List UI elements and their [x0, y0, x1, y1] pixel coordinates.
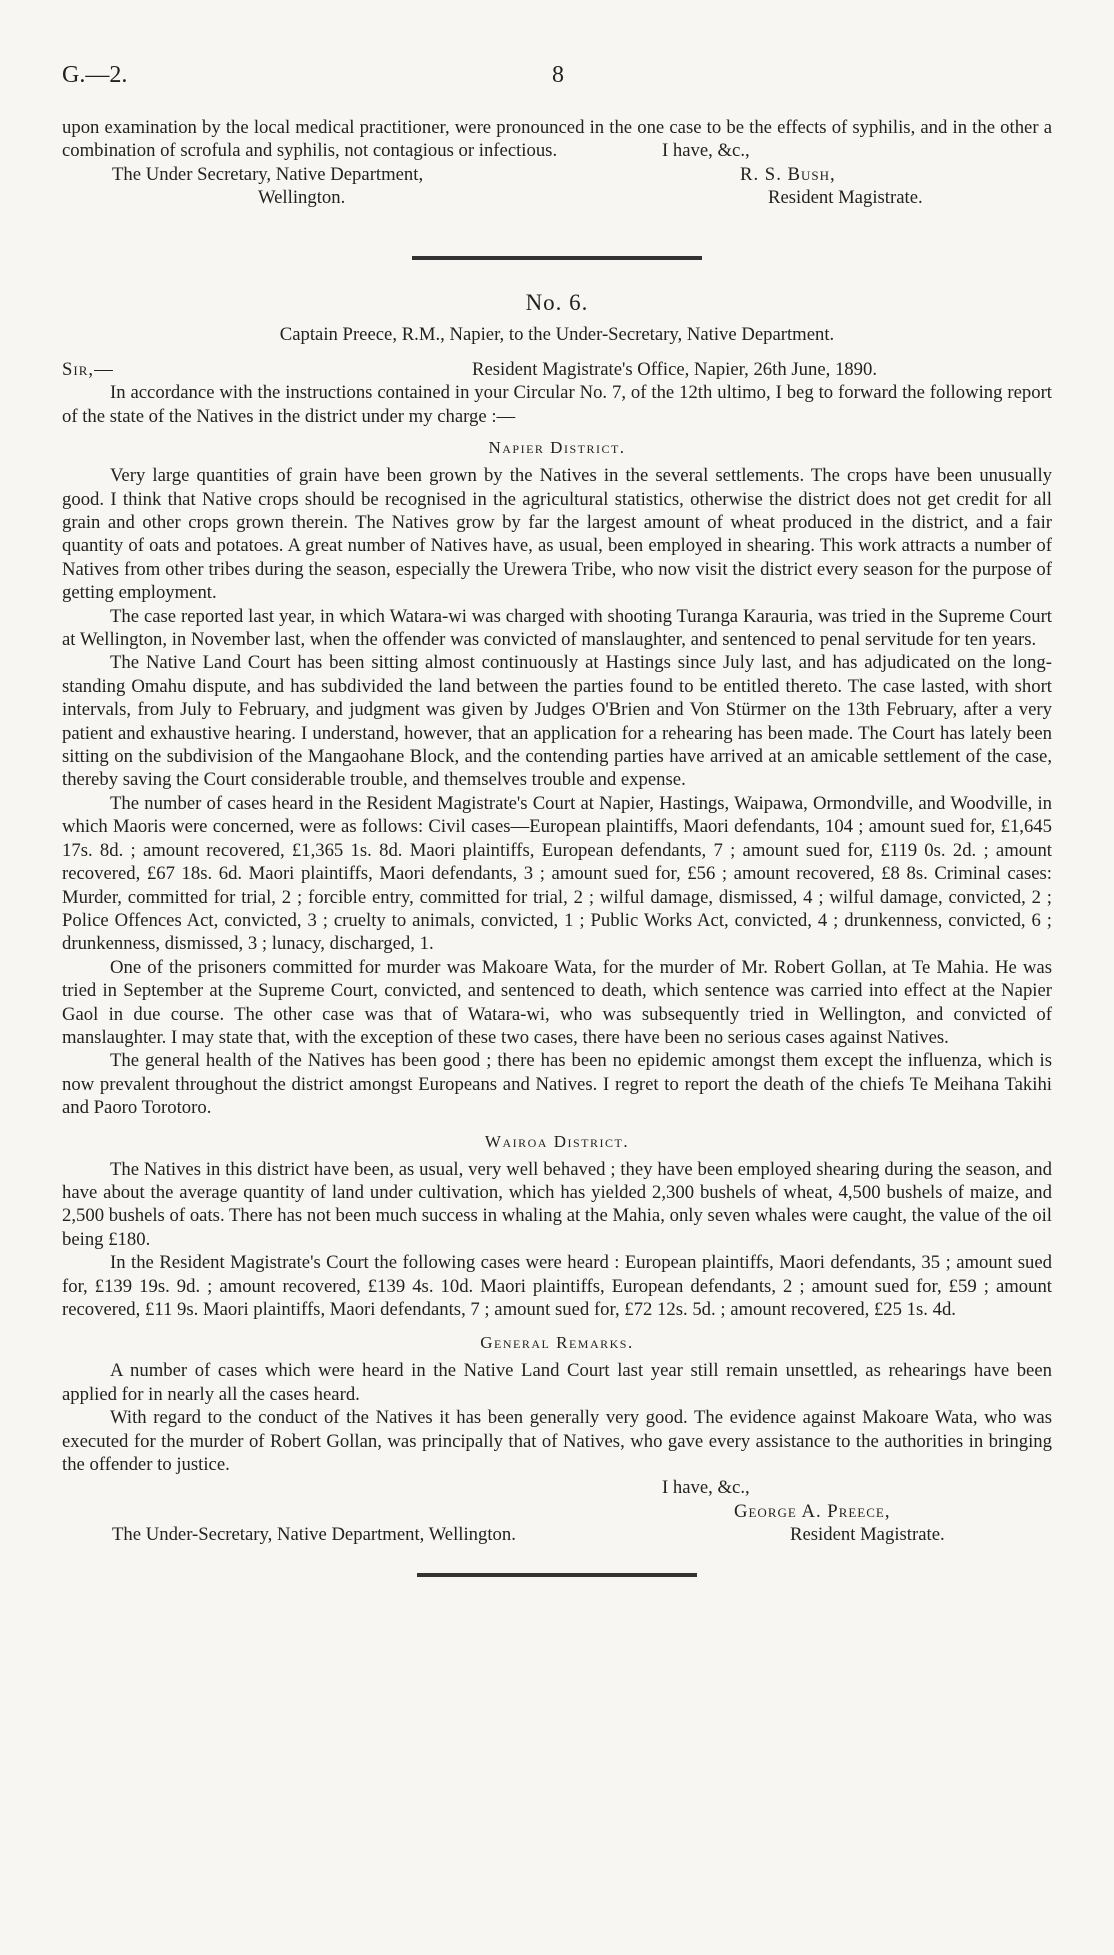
napier-paragraph: One of the prisoners committed for murder was Makoare Wata, for the murder of Mr. Robert Gollan, at Te Mahia. He was tried in September at the Supreme Court, convicted, and sentenced to death, which sentence was carried into effect at the Napier Gaol in due course. The other case was that of Watara-wi, who was subsequently tried in Wellington, and convicted of manslaughter. I may state that, with the exception of these two cases, there have been no serious cases against Natives. [62, 956, 1052, 1048]
remarks-paragraph: With regard to the conduct of the Natives it has been generally very good. The evidence against Makoare Wata, who was executed for the murder of Robert Gollan, was principally that of Natives, who gave every assistance to the authorities in bringing the offender to justice. [62, 1407, 1052, 1476]
letter-dateline [62, 358, 1052, 381]
letter-route: Captain Preece, R.M., Napier, to the Under-Secretary, Native Department. [279, 324, 835, 345]
previous-letter-text: upon examination by the local medical practitioner, were pronounced in the one case to be the effects of syphilis, and in the other a combination of scrofula and syphilis, not contagious or infectious. [62, 117, 1052, 162]
napier-paragraph: The Native Land Court has been sitting almost continuously at Hastings since July last, and has adjudicated on the long-standing Omahu dispute, and has subdivided the land between the parties found to be entitled thereto. The case lasted, with short intervals, from July to February, and judgment was given by Judges O'Brien and Von Stürmer on the 13th February, after a very patient and exhaustive hearing. I understand, however, that an application for a rehearing has been made. The Court has lately been sitting on the subdivision of the Mangaohane Block, and the contending parties have arrived at an amicable settlement of the case, thereby saving the Court considerable trouble, and themselves trouble and expense. [62, 652, 1052, 791]
letter-number: No. 6. [525, 290, 589, 315]
document-reference: G.—2. [62, 62, 128, 88]
office-date: Resident Magistrate's Office, Napier, 26th June, 1890. [472, 359, 878, 380]
intro-paragraph: In accordance with the instructions contained in your Circular No. 7, of the 12th ultimo, I beg to forward the following report of the state of the Natives in the district under my charge :— [62, 382, 1052, 427]
page-number: 8 [552, 62, 564, 88]
signer-title: Resident Magistrate. [768, 187, 923, 209]
addressee-line-1: The Under Secretary, Native Department, [112, 163, 424, 185]
addressee-line: The Under-Secretary, Native Department, Wellington. [112, 1524, 516, 1546]
addressee-line-2: Wellington. [258, 187, 346, 209]
end-divider [62, 1573, 1052, 1577]
signer-title: Resident Magistrate. [790, 1524, 945, 1546]
remarks-paragraph: A number of cases which were heard in the Native Land Court last year still remain unsettled, as rehearings have been applied for in nearly all the cases heard. [62, 1360, 1052, 1405]
napier-district-heading: Napier District. [488, 438, 626, 458]
signer-name: R. S. Bush, [740, 163, 836, 185]
general-remarks-heading: General Remarks. [480, 1333, 634, 1353]
closing-line: I have, &c., [662, 140, 750, 162]
salutation: Sir,— [62, 359, 114, 380]
letter-no-6 [62, 290, 1052, 1577]
previous-letter [62, 116, 1052, 210]
letter-signature [62, 1476, 1052, 1546]
wairoa-paragraph: The Natives in this district have been, as usual, very well behaved ; they have been employed shearing during the season, and have about the average quantity of land under cultivation, which has yielded 2,300 bushels of wheat, 4,500 bushels of maize, and 2,500 bushels of oats. There has not been much success in whaling at the Mahia, only seven whales were caught, the value of the oil being £180. [62, 1158, 1052, 1250]
wairoa-paragraph: In the Resident Magistrate's Court the following cases were heard : European plaintiffs, Maori defendants, 35 ; amount sued for, £139 19s. 9d. ; amount recovered, £139 4s. 10d. Maori plaintiffs, European defendants, 2 ; amount sued for, £59 ; amount recovered, £11 9s. Maori plaintiffs, Maori defendants, 7 ; amount sued for, £72 12s. 5d. ; amount recovered, £25 1s. 4d. [62, 1252, 1052, 1321]
closing-line: I have, &c., [662, 1477, 750, 1499]
signer-name: George A. Preece, [734, 1500, 891, 1522]
previous-letter-signature [62, 139, 1052, 209]
napier-paragraph: The general health of the Natives has been good ; there has been no epidemic amongst them except the influenza, which is now prevalent throughout the district amongst Europeans and Natives. I regret to report the death of the chiefs Te Meihana Takihi and Paoro Torotoro. [62, 1050, 1052, 1119]
wairoa-district-heading: Wairoa District. [484, 1131, 630, 1151]
napier-paragraph: The case reported last year, in which Watara-wi was charged with shooting Turanga Karauria, was tried in the Supreme Court at Wellington, in November last, when the offender was convicted of manslaughter, and sentenced to penal servitude for ten years. [62, 605, 1052, 651]
napier-paragraph: Very large quantities of grain have been grown by the Natives in the several settlements. The crops have been unusually good. I think that Native crops should be recognised in the agricultural statistics, otherwise the district does not get credit for all grain and other crops grown therein. The Natives grow by far the largest amount of wheat produced in the district, and a fair quantity of oats and potatoes. A great number of Natives have, as usual, been employed in shearing. This work attracts a number of Natives from other tribes during the season, especially the Urewera Tribe, who now visit the district every season for the purpose of getting employment. [62, 465, 1052, 604]
napier-paragraph: The number of cases heard in the Resident Magistrate's Court at Napier, Hastings, Waipawa, Ormondville, and Woodville, in which Maoris were concerned, were as follows: Civil cases—European plaintiffs, Maori defendants, 104 ; amount sued for, £1,645 17s. 8d. ; amount recovered, £1,365 1s. 8d. Maori plaintiffs, European defendants, 7 ; amount sued for, £119 0s. 2d. ; amount recovered, £67 18s. 6d. Maori plaintiffs, Maori defendants, 3 ; amount sued for, £56 ; amount recovered, £8 8s. Criminal cases: Murder, committed for trial, 2 ; forcible entry, committed for trial, 2 ; wilful damage, dismissed, 4 ; wilful damage, convicted, 2 ; Police Offences Act, convicted, 3 ; cruelty to animals, convicted, 1 ; Public Works Act, convicted, 4 ; drunkenness, convicted, 6 ; drunkenness, dismissed, 3 ; lunacy, discharged, 1. [62, 792, 1052, 955]
section-divider [62, 256, 1052, 260]
